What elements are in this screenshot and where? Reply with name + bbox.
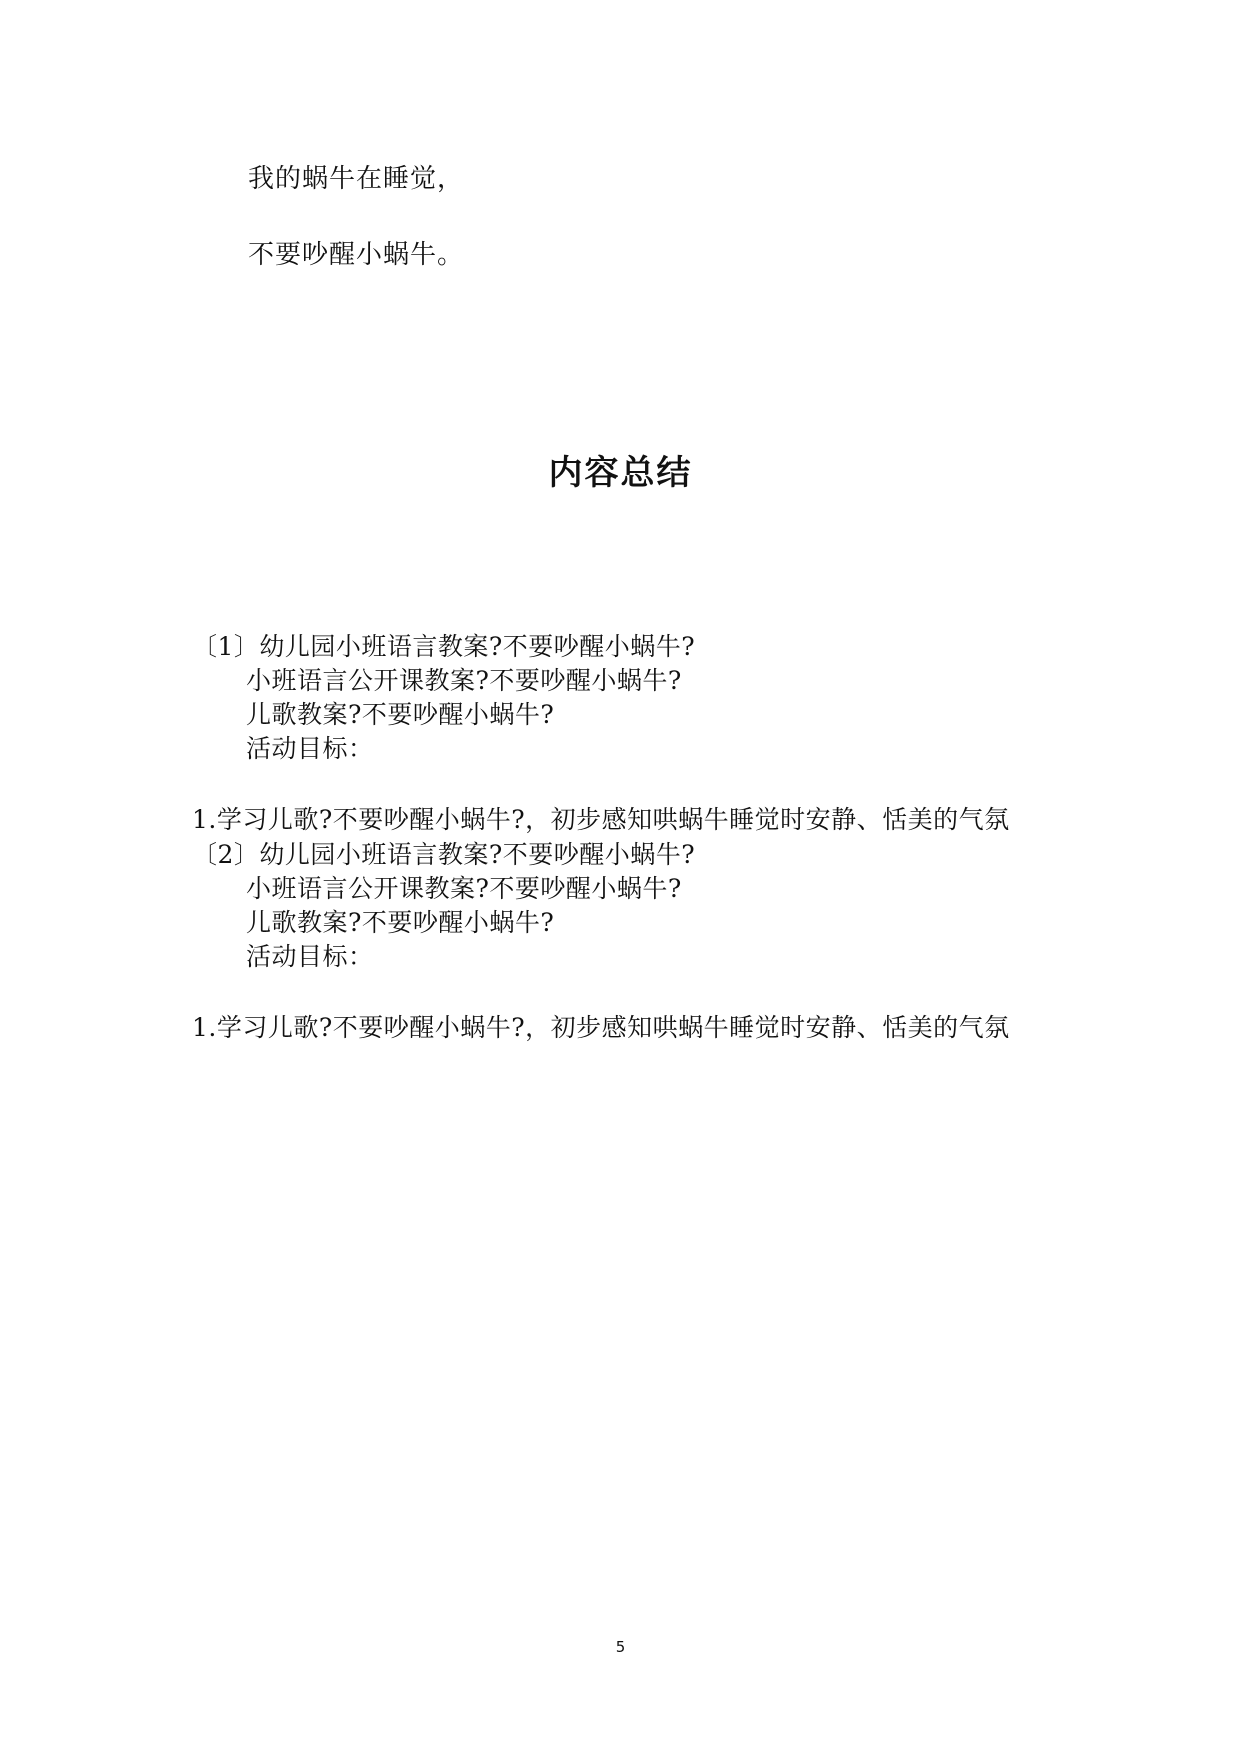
poem-line-1: 我的蜗牛在睡觉， (248, 164, 465, 194)
section-heading: 内容总结 (548, 453, 693, 493)
summary-item-1-heading: 〔1〕幼儿园小班语言教案?不要吵醒小蜗牛? (192, 632, 696, 661)
summary-item-2-line: 小班语言公开课教案?不要吵醒小蜗牛? (246, 874, 682, 903)
summary-item-1-line: 儿歌教案?不要吵醒小蜗牛? (246, 700, 555, 729)
summary-item-2-goal: 1.学习儿歌?不要吵醒小蜗牛?，初步感知哄蜗牛睡觉时安静、恬美的气氛 (192, 1013, 1010, 1042)
page-number: 5 (615, 1638, 626, 1656)
poem-line-2: 不要吵醒小蜗牛。 (248, 240, 465, 270)
summary-item-2-heading: 〔2〕幼儿园小班语言教案?不要吵醒小蜗牛? (192, 840, 696, 869)
summary-item-1-goal: 1.学习儿歌?不要吵醒小蜗牛?，初步感知哄蜗牛睡觉时安静、恬美的气氛 (192, 805, 1010, 834)
summary-item-1-line: 小班语言公开课教案?不要吵醒小蜗牛? (246, 666, 682, 695)
summary-item-2-line: 活动目标： (246, 942, 374, 971)
summary-item-2-line: 儿歌教案?不要吵醒小蜗牛? (246, 908, 555, 937)
summary-item-1-line: 活动目标： (246, 734, 374, 763)
